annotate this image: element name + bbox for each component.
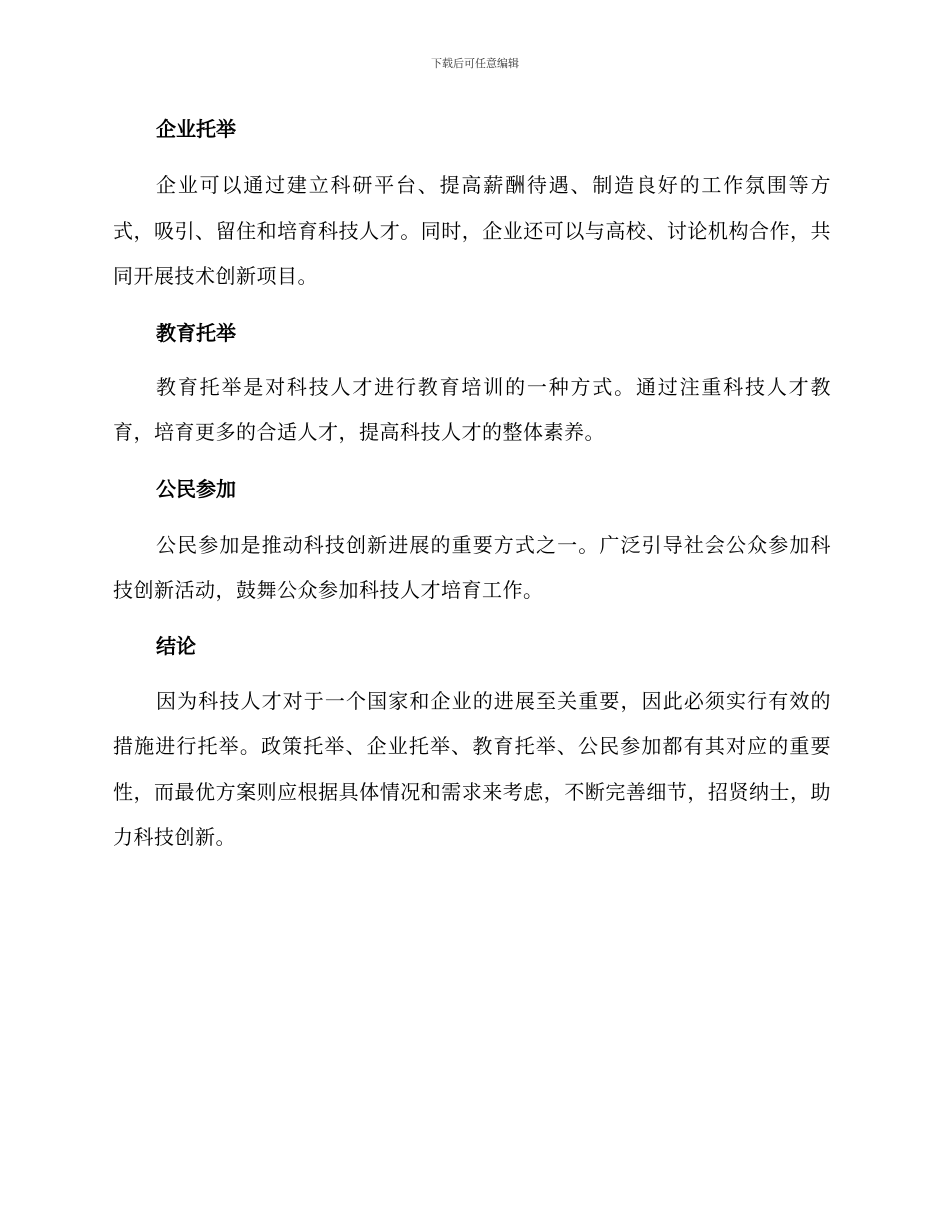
section-heading: 教育托举 xyxy=(156,320,236,345)
page-header: 下载后可任意编辑 xyxy=(431,57,519,70)
section-paragraph: 教育托举是对科技人才进行教育培训的一种方式。通过注重科技人才教育，培育更多的合适人才，提高科技人才的整体素养。 xyxy=(113,374,831,444)
section-paragraph: 因为科技人才对于一个国家和企业的进展至关重要，因此必须实行有效的措施进行托举。政策托举、企业托举、教育托举、公民参加都有其对应的重要性，而最优方案则应根据具体情况和需求来考虑，不断完善细节，招贤纳士，助力科技创新。 xyxy=(113,688,831,849)
section-public-participation xyxy=(113,473,831,614)
section-heading: 公民参加 xyxy=(156,476,236,501)
section-paragraph: 企业可以通过建立科研平台、提高薪酬待遇、制造良好的工作氛围等方式，吸引、留住和培育科技人才。同时，企业还可以与高校、讨论机构合作，共同开展技术创新项目。 xyxy=(113,173,831,288)
section-heading: 结论 xyxy=(156,633,196,658)
document-body xyxy=(113,113,831,861)
section-enterprise-support xyxy=(113,113,831,300)
section-education-support xyxy=(113,317,831,456)
section-paragraph: 公民参加是推动科技创新进展的重要方式之一。广泛引导社会公众参加科技创新活动，鼓舞公众参加科技人才培育工作。 xyxy=(113,532,831,602)
section-conclusion xyxy=(113,630,831,861)
section-heading: 企业托举 xyxy=(156,117,236,141)
